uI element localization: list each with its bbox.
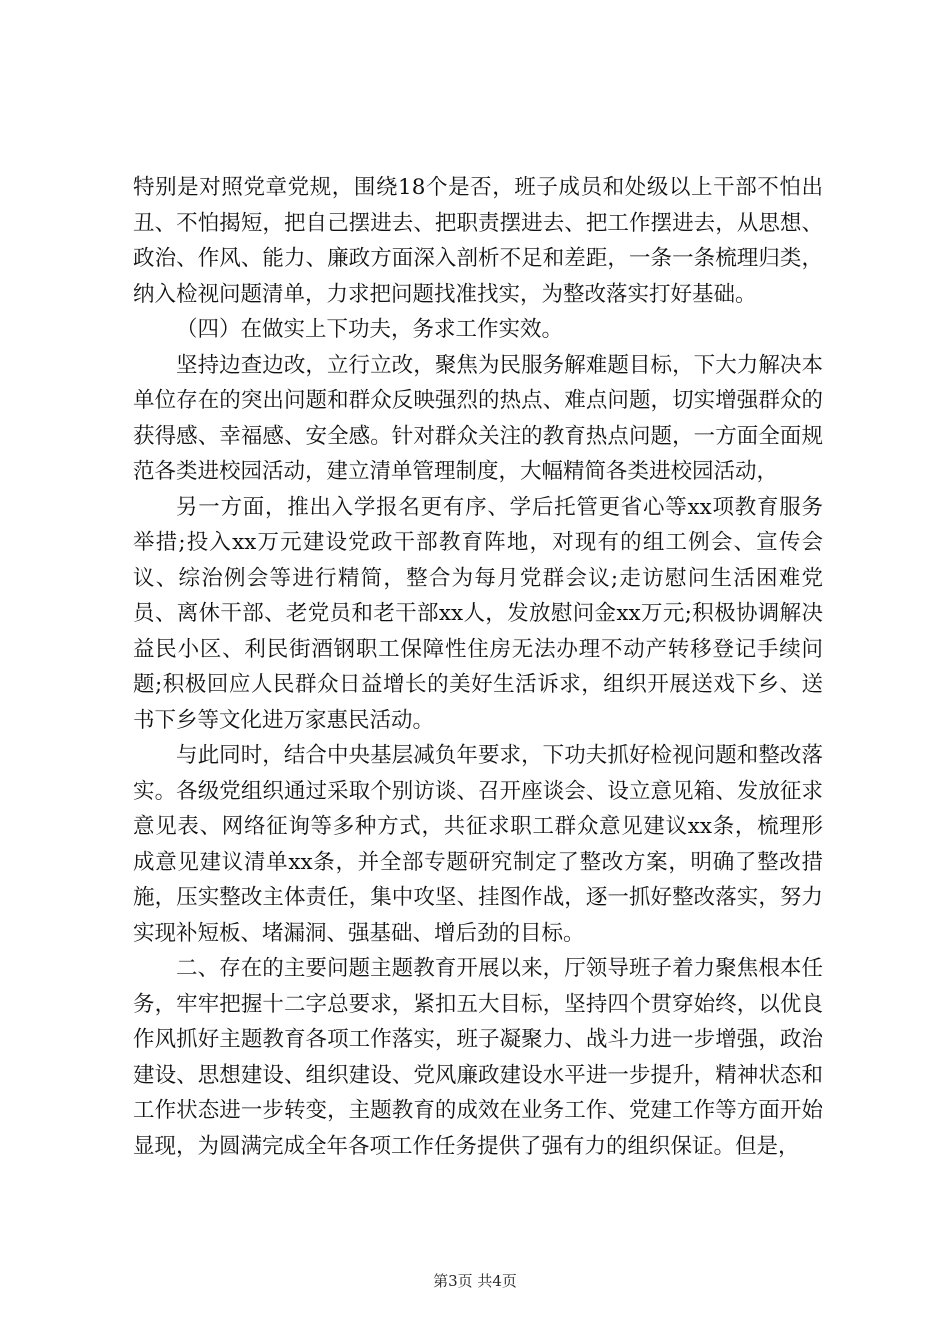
paragraph-3: 坚持边查边改，立行立改，聚焦为民服务解难题目标，下大力解决本单位存在的突出问题和群众反映强烈的热点、难点问题，切实增强群众的获得感、幸福感、安全感。针对群众关注的教育热点问题，一方面全面规范各类进校园活动，建立清单管理制度，大幅精简各类进校园活动， [133, 352, 823, 484]
paragraph-4: 另一方面，推出入学报名更有序、学后托管更省心等xx项教育服务举措;投入xx万元建设党政干部教育阵地，对现有的组工例会、宣传会议、综治例会等进行精简，整合为每月党群会议;走访慰问生活困难党员、离休干部、老党员和老干部xx人，发放慰问金xx万元;积极协调解决益民小区、利民街酒钢职工保障性住房无法办理不动产转移登记手续问题;积极回应人民群众日益增长的美好生活诉求，组织开展送戏下乡、送书下乡等文化进万家惠民活动。 [133, 494, 823, 733]
paragraph-2-heading: （四）在做实上下功夫，务求工作实效。 [176, 317, 564, 342]
document-body [133, 170, 823, 1164]
paragraph-1: 特别是对照党章党规，围绕18个是否，班子成员和处级以上干部不怕出丑、不怕揭短，把自己摆进去、把职责摆进去、把工作摆进去，从思想、政治、作风、能力、廉政方面深入剖析不足和差距，一条一条梳理归类，纳入检视问题清单，力求把问题找准找实，为整改落实打好基础。 [133, 175, 823, 307]
paragraph-6: 二、存在的主要问题主题教育开展以来，厅领导班子着力聚焦根本任务，牢牢把握十二字总要求，紧扣五大目标，坚持四个贯穿始终，以优良作风抓好主题教育各项工作落实，班子凝聚力、战斗力进一步增强，政治建设、思想建设、组织建设、党风廉政建设水平进一步提升，精神状态和工作状态进一步转变，主题教育的成效在业务工作、党建工作等方面开始显现，为圆满完成全年各项工作任务提供了强有力的组织保证。但是， [133, 956, 823, 1159]
paragraph-5: 与此同时，结合中央基层减负年要求，下功夫抓好检视问题和整改落实。各级党组织通过采取个别访谈、召开座谈会、设立意见箱、发放征求意见表、网络征询等多种方式，共征求职工群众意见建议xx条，梳理形成意见建议清单xx条，并全部专题研究制定了整改方案，明确了整改措施，压实整改主体责任，集中攻坚、挂图作战，逐一抓好整改落实，努力实现补短板、堵漏洞、强基础、增后劲的目标。 [133, 743, 823, 946]
page-footer: 第3页 共4页 [433, 1272, 517, 1290]
